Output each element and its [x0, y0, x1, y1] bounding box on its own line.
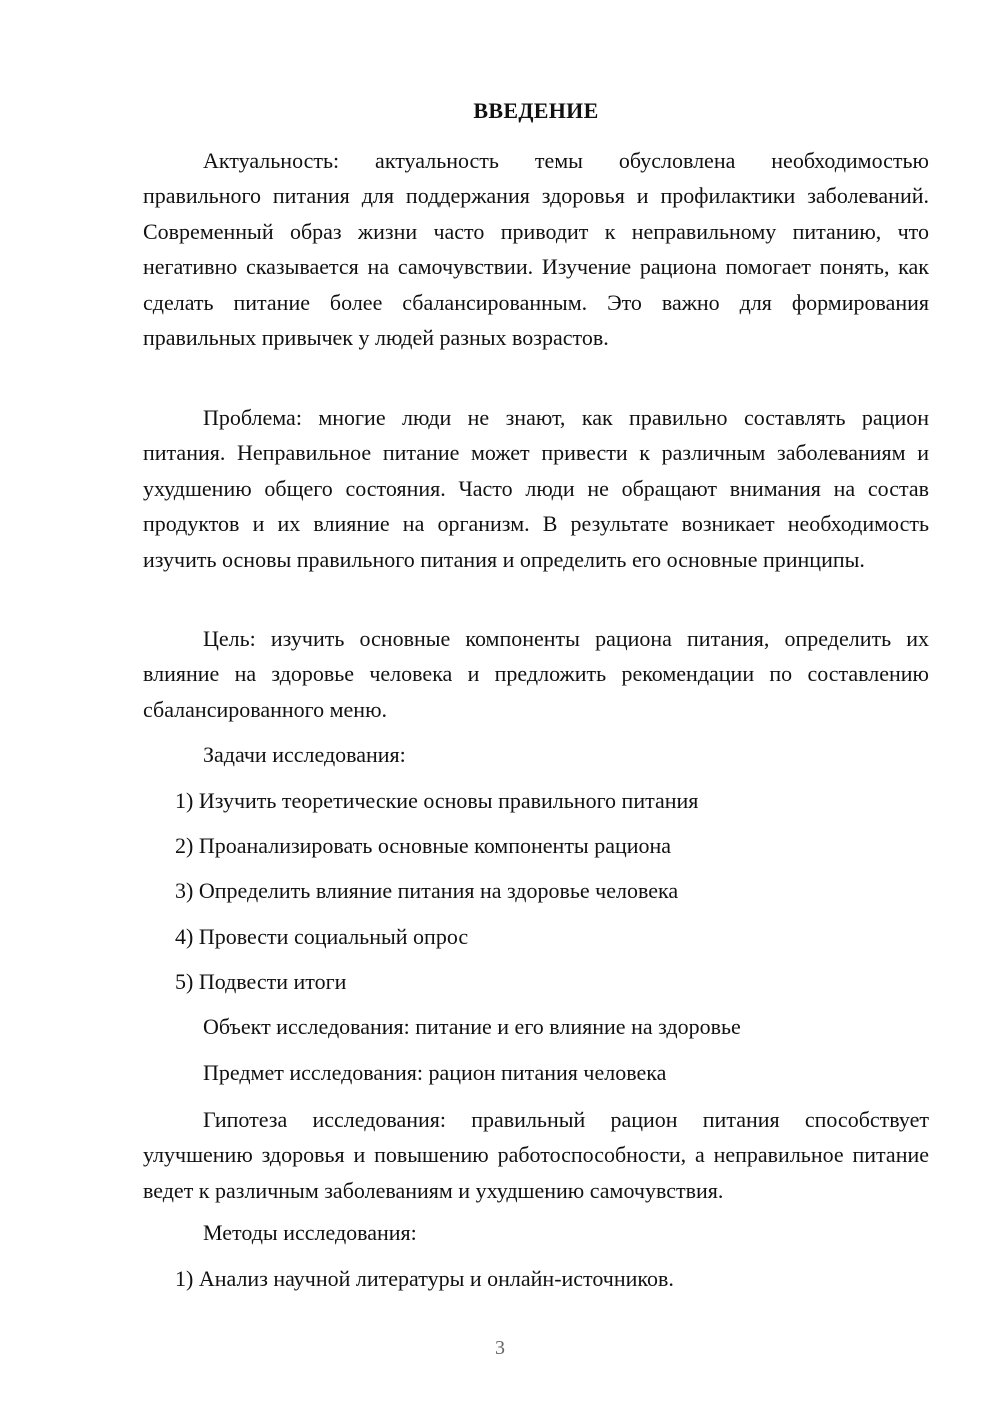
page-number: 3 [495, 1337, 505, 1359]
task-item-1: 1) Изучить теоретические основы правильного питания [175, 788, 699, 813]
research-subject: Предмет исследования: рацион питания человека [203, 1060, 667, 1085]
problem-paragraph: Проблема: многие люди не знают, как правильно составлять рацион питания. Неправильное питание может привести к различным заболеваниям и ухудшению общего состояния. Часто люди не обращают внимания на состав продуктов и их влияние на организм. В результате возникает необходимость изучить основы правильного питания и определить его основные принципы. [143, 405, 929, 572]
tasks-title: Задачи исследования: [203, 742, 406, 767]
task-item-5: 5) Подвести итоги [175, 969, 347, 994]
hypothesis-paragraph: Гипотеза исследования: правильный рацион питания способствует улучшению здоровья и повышению работоспособности, а неправильное питание ведет к различным заболеваниям и ухудшению самочувствия. [143, 1107, 929, 1203]
methods-title: Методы исследования: [203, 1220, 417, 1245]
method-item-1: 1) Анализ научной литературы и онлайн-источников. [175, 1266, 674, 1291]
goal-paragraph: Цель: изучить основные компоненты рациона питания, определить их влияние на здоровье человека и предложить рекомендации по составлению сбалансированного меню. [143, 626, 929, 722]
section-heading: ВВЕДЕНИЕ [473, 98, 599, 123]
relevance-paragraph: Актуальность: актуальность темы обусловлена необходимостью правильного питания для поддержания здоровья и профилактики заболеваний. Современный образ жизни часто приводит к неправильному питанию, что негативно сказывается на самочувствии. Изучение рациона помогает понять, как сделать питание более сбалансированным. Это важно для формирования правильных привычек у людей разных возрастов. [143, 148, 929, 351]
research-object: Объект исследования: питание и его влияние на здоровье [203, 1014, 741, 1039]
task-item-3: 3) Определить влияние питания на здоровье человека [175, 878, 679, 903]
task-item-2: 2) Проанализировать основные компоненты рациона [175, 833, 672, 858]
task-item-4: 4) Провести социальный опрос [175, 924, 469, 949]
